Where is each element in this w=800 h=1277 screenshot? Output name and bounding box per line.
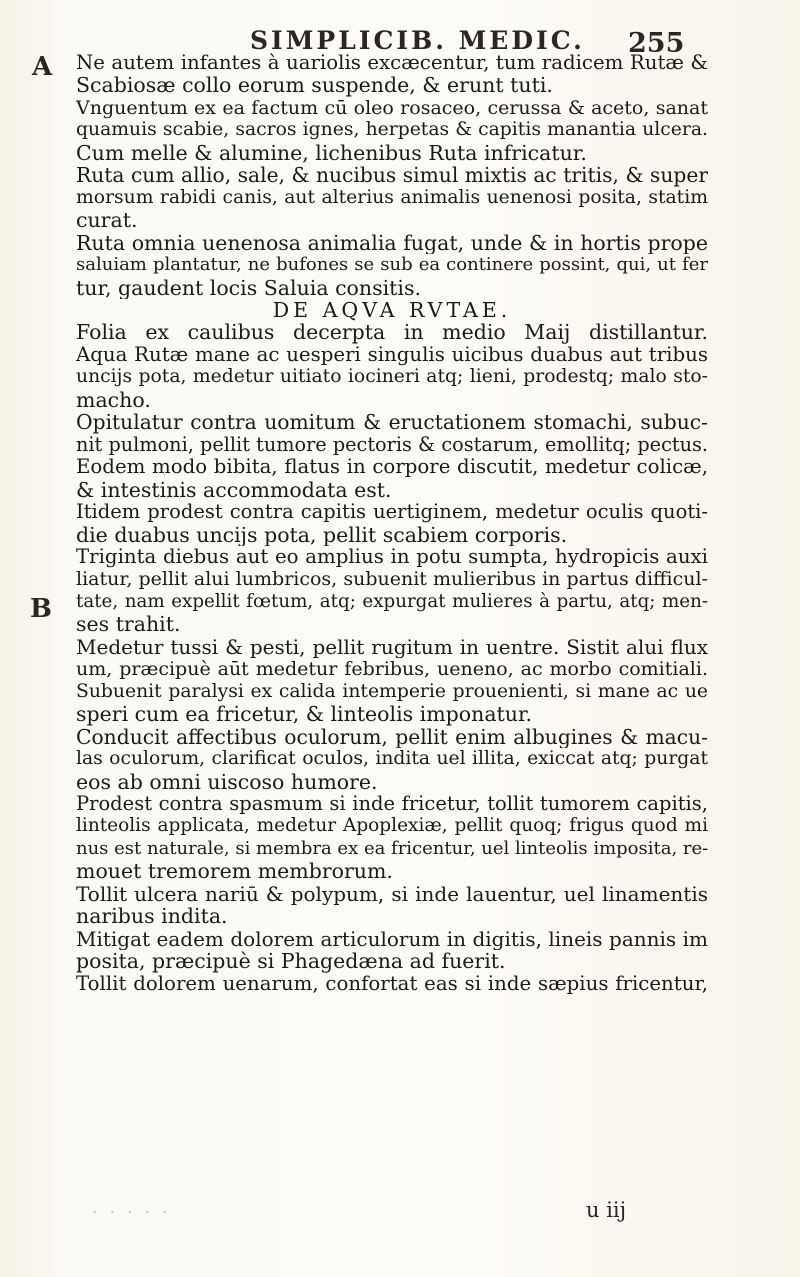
text-line: Mitigat eadem dolorem articulorum in digitis, lineis pannis im — [76, 927, 708, 951]
text-line: Scabiosæ collo eorum suspende, & erunt tuti. — [76, 74, 553, 97]
text-line: Tollit dolorem uenarum, confortat eas si inde sæpius fricentur, — [76, 972, 708, 995]
text-line: Ruta cum allio, sale, & nucibus simul mixtis ac tritis, & super — [76, 164, 708, 187]
text-line: tur, gaudent locis Saluia consitis. — [76, 276, 422, 299]
text-line: curat. — [76, 209, 138, 232]
page-number: 255 — [628, 28, 685, 59]
text-line: Ne autem infantes à uariolis excæcentur, tum radicem Rutæ & — [76, 52, 708, 74]
text-line: Cum melle & alumine, lichenibus Ruta infricatur. — [76, 141, 587, 165]
text-line: Triginta diebus aut eo amplius in potu sumpta, hydropicis auxi — [76, 545, 708, 568]
text-line: Aqua Rutæ mane ac uesperi singulis uicibus duabus aut tribus — [76, 343, 708, 366]
margin-letter-b: B — [30, 594, 52, 624]
text-line: & intestinis accommodata est. — [76, 478, 392, 502]
text-line: linteolis applicata, medetur Apoplexiæ, pellit quoq; frigus quod mi — [76, 815, 708, 837]
signature-mark: u iij — [586, 1198, 627, 1222]
text-line: tate, nam expellit fœtum, atq; expurgat mulieres à partu, atq; men- — [76, 590, 708, 612]
text-line: Subuenit paralysi ex calida intemperie prouenienti, si mane ac ue — [76, 680, 708, 702]
text-line: naribus indita. — [76, 905, 228, 928]
text-line: die duabus uncijs pota, pellit scabiem corporis. — [76, 523, 568, 546]
text-line: Eodem modo bibita, flatus in corpore discutit, medetur colicæ, — [76, 456, 708, 479]
text-line: eos ab omni uiscoso humore. — [76, 770, 378, 793]
text-line: Ruta omnia uenenosa animalia fugat, unde & in hortis prope — [76, 231, 708, 255]
text-line: Prodest contra spasmum si inde fricetur, tollit tumorem capitis, — [76, 792, 708, 815]
text-line: Itidem prodest contra capitis uertiginem, medetur oculis quoti- — [76, 501, 708, 524]
margin-letter-a: A — [32, 52, 53, 82]
text-line: nus est naturale, si membra ex ea fricentur, uel linteolis imposita, re- — [76, 837, 708, 859]
text-line: Vnguentum ex ea factum cū oleo rosaceo, cerussa & aceto, sanat — [76, 96, 708, 119]
text-line: morsum rabidi canis, aut alterius animalis uenenosi posita, statim — [76, 186, 708, 208]
text-line: Tollit ulcera nariū & polypum, si inde lauentur, uel linamentis — [76, 882, 708, 906]
text-line: ses trahit. — [76, 613, 181, 636]
text-line: las oculorum, clarificat oculos, indita uel illita, exiccat atq; purgat — [76, 748, 708, 770]
text-line: Opitulatur contra uomitum & eructationem stomachi, subuc- — [76, 411, 708, 434]
text-line: Folia ex caulibus decerpta in medio Maij distillantur. — [76, 321, 708, 344]
text-line: um, præcipuè aūt medetur febribus, ueneno, ac morbo comitiali. — [76, 658, 708, 681]
page-footer — [0, 1198, 800, 1238]
text-line: Conducit affectibus oculorum, pellit enim albugines & macu- — [76, 725, 708, 749]
running-head: SIMPLICIB. MEDIC. — [250, 26, 585, 55]
body-text — [76, 52, 708, 995]
bleed-through-marks: · · · · · — [92, 1202, 171, 1223]
text-line: quamuis scabie, sacros ignes, herpetas & capitis manantia ulcera. — [76, 119, 708, 141]
text-line: uncijs pota, medetur uitiato iocineri atq; lieni, prodestq; malo sto- — [76, 366, 708, 388]
text-line: macho. — [76, 388, 151, 412]
section-heading: DE AQVA RVTAE. — [272, 298, 512, 322]
text-line: posita, præcipuè si Phagedæna ad fuerit. — [76, 950, 506, 973]
text-line: Medetur tussi & pesti, pellit rugitum in uentre. Sistit alui flux — [76, 635, 708, 659]
text-line: saluiam plantatur, ne bufones se sub ea continere possint, qui, ut fer — [76, 254, 708, 276]
text-line: speri cum ea fricetur, & linteolis imponatur. — [76, 703, 533, 726]
text-line: liatur, pellit alui lumbricos, subuenit mulieribus in partus difficul- — [76, 568, 708, 591]
text-line: nit pulmoni, pellit tumore pectoris & costarum, emollitq; pectus. — [76, 433, 708, 456]
text-line: mouet tremorem membrorum. — [76, 860, 393, 883]
